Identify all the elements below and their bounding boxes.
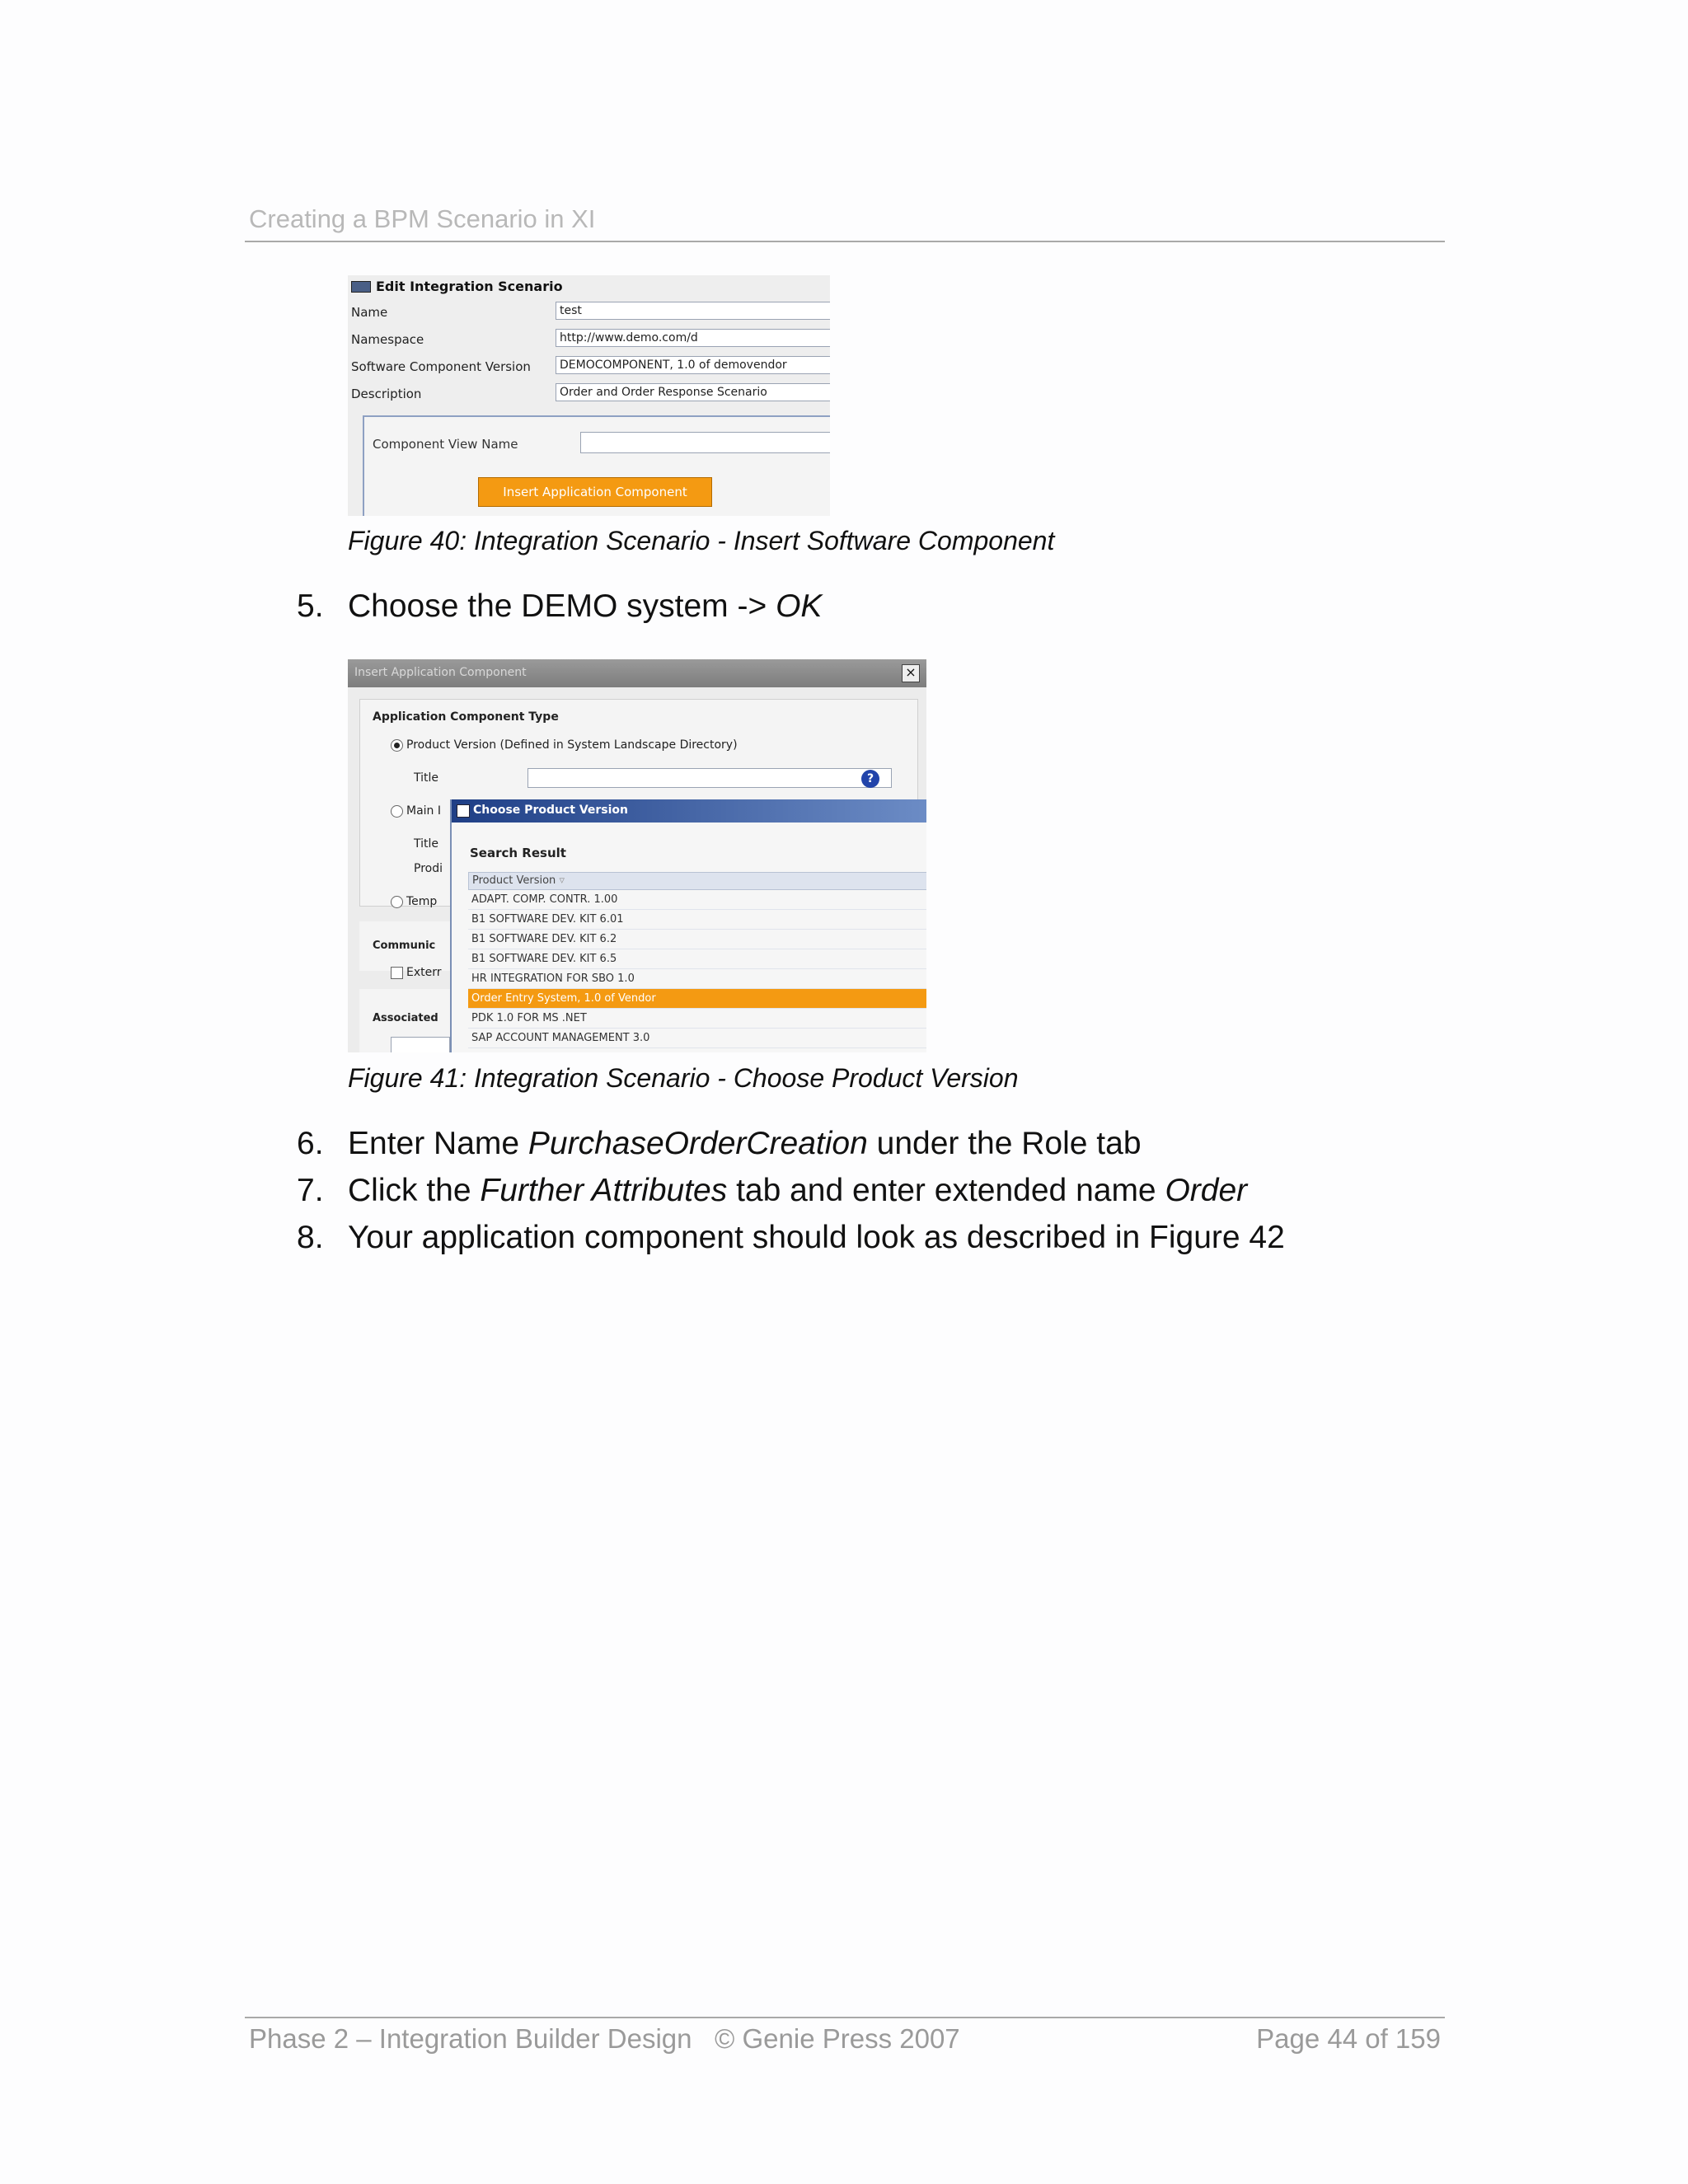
list-item[interactable]: B1 SOFTWARE DEV. KIT 6.01 — [468, 910, 926, 930]
step-8-text: Your application component should look as described in Figure 42 — [348, 1220, 1285, 1255]
communic-label: Communic — [373, 940, 436, 952]
step-7-emph-2: Order — [1165, 1173, 1248, 1208]
footer-left: Phase 2 – Integration Builder Design © Genie Press 2007 — [249, 2023, 960, 2054]
component-view-label: Component View Name — [373, 437, 518, 452]
close-icon[interactable]: × — [902, 664, 920, 682]
description-label: Description — [351, 387, 422, 401]
swcv-field[interactable]: DEMOCOMPONENT, 1.0 of demovendor — [556, 356, 830, 374]
figure-41-screenshot — [348, 659, 926, 1052]
swcv-row — [351, 354, 829, 377]
checkbox-icon[interactable] — [391, 967, 403, 979]
option-temp-label: Temp — [406, 895, 438, 908]
title-input[interactable] — [528, 768, 892, 788]
option-main-label: Main I — [406, 804, 441, 818]
step-5-emph: OK — [776, 588, 823, 624]
option-main[interactable] — [391, 804, 441, 818]
list-item[interactable]: HR INTEGRATION FOR SBO 1.0 — [468, 969, 926, 989]
list-item[interactable]: B1 SOFTWARE DEV. KIT 6.2 — [468, 930, 926, 949]
radio-icon[interactable] — [391, 805, 403, 818]
help-icon[interactable]: ? — [861, 770, 879, 788]
window-icon — [457, 804, 470, 818]
description-row — [351, 382, 829, 405]
step-5 — [297, 588, 822, 625]
list-item[interactable]: SAP ACCOUNT MANAGEMENT 3.0 — [468, 1029, 926, 1048]
name-row — [351, 300, 829, 323]
component-view-input[interactable] — [580, 432, 830, 453]
step-6 — [297, 1126, 1142, 1162]
header-rule — [245, 241, 1445, 242]
namespace-field[interactable]: http://www.demo.com/d — [556, 329, 830, 347]
option-product-label: Product Version (Defined in System Landscape Directory) — [406, 738, 738, 752]
namespace-row — [351, 327, 829, 350]
name-label: Name — [351, 305, 388, 320]
title-label-2: Title — [414, 837, 439, 851]
figure-40-screenshot — [348, 275, 830, 516]
radio-icon[interactable] — [391, 896, 403, 908]
extern-checkbox[interactable] — [391, 966, 442, 979]
swcv-label: Software Component Version — [351, 359, 531, 374]
type-heading: Application Component Type — [373, 710, 559, 724]
prod-label: Prodi — [414, 862, 443, 875]
associated-input[interactable] — [391, 1037, 450, 1052]
sort-icon[interactable]: ▿ — [559, 874, 565, 887]
step-7-text: Click the — [348, 1173, 481, 1208]
running-header: Creating a BPM Scenario in XI — [249, 204, 596, 233]
step-5-text: Choose the DEMO system -> — [348, 588, 776, 624]
radio-selected-icon[interactable] — [391, 739, 403, 752]
list-item[interactable]: ADAPT. COMP. CONTR. 1.00 — [468, 890, 926, 910]
edit-scenario-title-text: Edit Integration Scenario — [376, 279, 563, 294]
choose-product-version-dialog — [450, 799, 926, 1052]
insert-application-component-button[interactable]: Insert Application Component — [478, 477, 712, 507]
name-field[interactable]: test — [556, 302, 830, 320]
step-6-text: Enter Name — [348, 1126, 528, 1161]
description-field[interactable]: Order and Order Response Scenario — [556, 383, 830, 401]
window-icon — [351, 281, 371, 293]
list-item[interactable]: PDK 1.0 FOR MS .NET — [468, 1009, 926, 1029]
option-product-version[interactable] — [391, 738, 738, 752]
step-5-number: 5. — [297, 588, 324, 624]
step-7-text-mid: tab and enter extended name — [727, 1173, 1165, 1208]
figure-40-caption: Figure 40: Integration Scenario - Insert Software Component — [348, 526, 1055, 555]
list-item-selected[interactable]: Order Entry System, 1.0 of Vendor — [468, 989, 926, 1009]
option-temp[interactable] — [391, 895, 437, 908]
insert-component-title: Insert Application Component — [354, 666, 527, 679]
step-8 — [297, 1220, 1285, 1256]
step-7-emph: Further Attributes — [480, 1173, 728, 1208]
list-item[interactable]: B1 SOFTWARE DEV. KIT 6.5 — [468, 949, 926, 969]
insert-component-titlebar — [348, 659, 926, 687]
step-7 — [297, 1173, 1247, 1209]
figure-41-caption: Figure 41: Integration Scenario - Choose Product Version — [348, 1063, 1019, 1093]
associated-label: Associated — [373, 1012, 438, 1024]
title-label: Title — [414, 771, 439, 785]
step-6-number: 6. — [297, 1126, 324, 1161]
choose-product-version-titlebar — [452, 799, 926, 823]
search-result-heading: Search Result — [470, 846, 566, 860]
page-number: Page 44 of 159 — [1256, 2023, 1441, 2054]
step-8-number: 8. — [297, 1220, 324, 1255]
edit-scenario-title — [351, 279, 563, 294]
extern-label: Exterr — [406, 966, 442, 979]
namespace-label: Namespace — [351, 332, 424, 347]
choose-product-version-title: Choose Product Version — [473, 804, 629, 817]
footer-rule — [245, 2017, 1445, 2018]
product-version-list — [468, 872, 926, 1048]
list-header[interactable] — [468, 872, 926, 890]
step-6-text-end: under the Role tab — [867, 1126, 1142, 1161]
step-7-number: 7. — [297, 1173, 324, 1208]
list-header-label: Product Version — [472, 874, 556, 887]
step-6-emph: PurchaseOrderCreation — [528, 1126, 868, 1161]
